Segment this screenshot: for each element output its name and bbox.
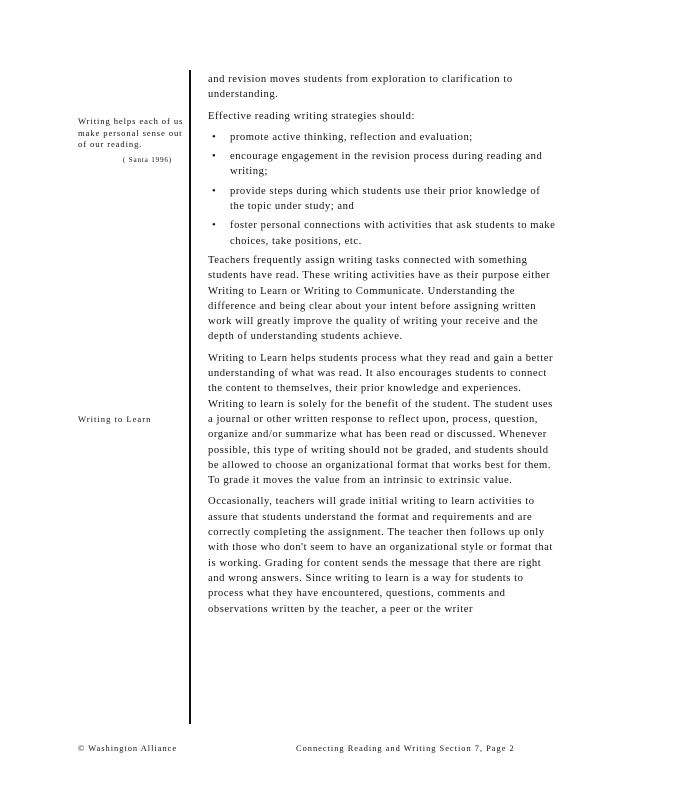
sidebar-heading-writing-to-learn: Writing to Learn — [78, 414, 152, 424]
sidebar-quote — [78, 116, 186, 166]
paragraph-strategies-intro: Effective reading writing strategies should: — [208, 110, 415, 122]
vertical-divider — [189, 70, 191, 724]
bullet-icon: • — [212, 220, 217, 232]
list-item: • promote active thinking, reflection and evaluation; — [208, 130, 558, 145]
main-text — [208, 72, 558, 623]
paragraph-grading: Occasionally, teachers will grade initial writing to learn activities to assure that students understand the format and requirements and are correctly completing the assignment. The teacher then follows up only with those who don't seem to have an organizational style or format that is working. Grading for content sends the message that there are right and wrong answers. Since writing to learn is a way for students to process what they have encountered, questions, comments and observations written by the teacher, a peer or the writer — [208, 496, 553, 615]
sidebar-citation: ( Santa 1996) — [122, 155, 172, 164]
bullet-icon: • — [212, 131, 217, 143]
paragraph-writing-to-learn: Writing to Learn helps students process what they read and gain a better understanding of what was read. It also encourages students to connect the content to themselves, their prior knowledge and experiences. Writing to learn is solely for the benefit of the student. The student uses a journal or other written response to reflect upon, process, question, organize and/or summarize what has been read or discussed. Whenever possible, this type of writing should not be graded, and students should be allowed to choose an organizational format that works best for them. To grade it moves the value from an intrinsic to extrinsic value. — [208, 352, 554, 487]
list-item: • foster personal connections with activities that ask students to make choices, take positions, etc. — [212, 220, 556, 247]
list-item: • encourage engagement in the revision process during reading and writing; — [212, 151, 543, 178]
sidebar-quote-text: Writing helps each of us make personal sense out of our reading. — [78, 116, 184, 150]
paragraph-assign-writing: Teachers frequently assign writing tasks connected with something students have read. These writing activities have as their purpose either Writing to Learn or Writing to Communicate. Understanding the difference and being clear about your intent before assigning written work will greatly improve the quality of writing your receive and the depth of understanding students achieve. — [208, 254, 551, 343]
bullet-icon: • — [212, 151, 217, 163]
strategy-list — [208, 130, 558, 249]
list-item: • provide steps during which students use their prior knowledge of the topic under study; and — [212, 185, 541, 213]
footer-copyright: © Washington Alliance — [78, 744, 178, 753]
bullet-icon: • — [212, 185, 217, 197]
footer-page-info: Connecting Reading and Writing Section 7, Page 2 — [296, 744, 515, 753]
paragraph-revision: and revision moves students from exploration to clarification to understanding. — [208, 74, 513, 101]
